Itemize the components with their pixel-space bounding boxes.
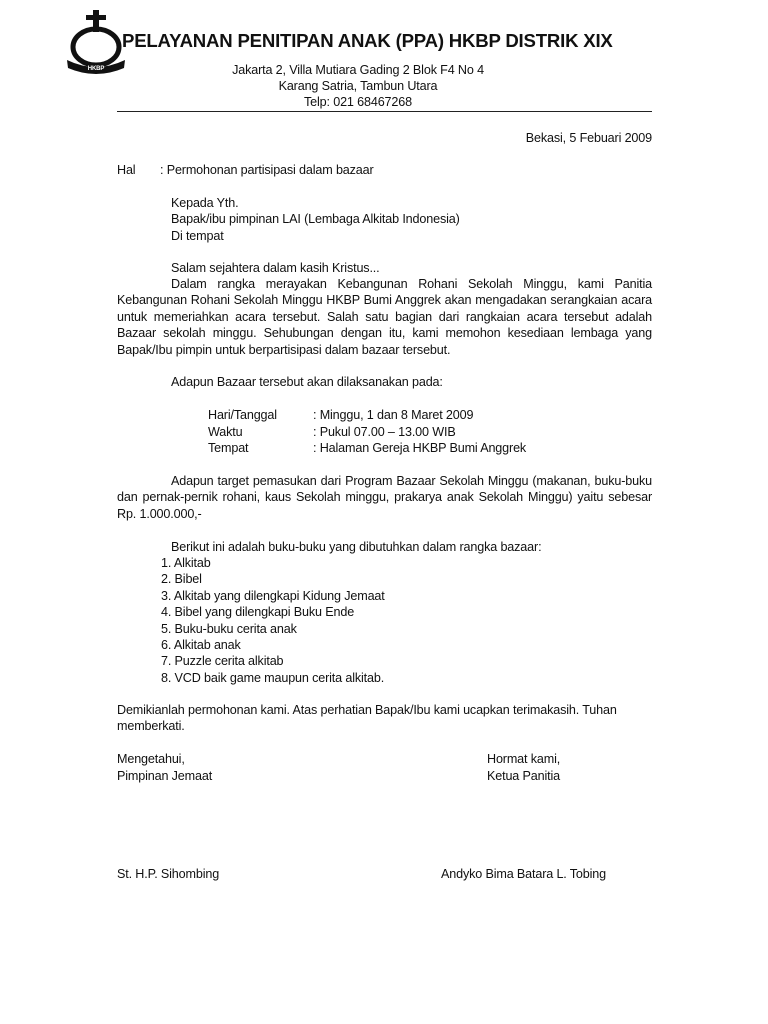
list-item: 5. Buku-buku cerita anak bbox=[161, 621, 297, 636]
paragraph-target-text: Adapun target pemasukan dari Program Bazaar Sekolah Minggu (makanan, buku-buku dan pernak-pernik rohani, kaus Sekolah minggu, prakarya anak Sekolah Minggu) yaitu sebesar Rp. 1.000.000,- bbox=[117, 474, 652, 521]
list-intro: Berikut ini adalah buku-buku yang dibutuhkan dalam rangka bazaar: bbox=[171, 540, 542, 554]
right-signatory-name: Andyko Bima Batara L. Tobing bbox=[441, 867, 606, 881]
schedule-row bbox=[208, 407, 526, 424]
header-divider bbox=[117, 111, 652, 112]
schedule-label: Hari/Tanggal bbox=[208, 408, 277, 422]
schedule-row bbox=[208, 440, 526, 457]
recipient-line: Bapak/ibu pimpinan LAI (Lembaga Alkitab Indonesia) bbox=[171, 212, 460, 226]
list-item: 3. Alkitab yang dilengkapi Kidung Jemaat bbox=[161, 588, 385, 603]
list-item: 8. VCD baik game maupun cerita alkitab. bbox=[161, 670, 385, 685]
right-signature-role: Ketua Panitia bbox=[487, 769, 560, 783]
left-signatory-name: St. H.P. Sihombing bbox=[117, 867, 220, 881]
subject-label: Hal bbox=[117, 163, 136, 177]
paragraph-intro bbox=[117, 276, 652, 358]
subject-value: : Permohonan partisipasi dalam bazaar bbox=[160, 163, 374, 177]
letter-date: Bekasi, 5 Febuari 2009 bbox=[525, 131, 652, 145]
paragraph-intro-text: Dalam rangka merayakan Kebangunan Rohani Sekolah Minggu, kami Panitia Kebangunan Rohani Sekolah Minggu HKBP Bumi Anggrek akan mengadakan serangkaian acara untuk memeriahkan acara tersebut. Salah satu bagian dari rangkaian acara tersebut adalah Bazaar sekolah minggu. Sehubungan dengan itu, kami memohon kesediaan lembaga yang Bapak/Ibu pimpin untuk berpartisipasi dalam bazaar tersebut. bbox=[117, 277, 652, 357]
greeting: Salam sejahtera dalam kasih Kristus... bbox=[171, 261, 380, 275]
list-item: 1. Alkitab bbox=[161, 556, 211, 570]
list-item: 7. Puzzle cerita alkitab bbox=[161, 654, 284, 669]
closing-paragraph: Demikianlah permohonan kami. Atas perhatian Bapak/Ibu kami ucapkan terimakasih. Tuhan memberkati. bbox=[117, 703, 617, 734]
list-item: 2. Bibel bbox=[161, 572, 202, 587]
schedule-value: : Halaman Gereja HKBP Bumi Anggrek bbox=[313, 441, 527, 455]
svg-text:HKBP: HKBP bbox=[87, 66, 105, 72]
phone-line: Telp: 021 68467268 bbox=[304, 95, 412, 109]
list-item: 4. Bibel yang dilengkapi Buku Ende bbox=[161, 605, 355, 620]
left-signature-role: Pimpinan Jemaat bbox=[117, 769, 213, 783]
address-line: Karang Satria, Tambun Utara bbox=[278, 79, 438, 93]
organization-title: PELAYANAN PENITIPAN ANAK (PPA) HKBP DISTRIK XIX bbox=[122, 30, 613, 51]
schedule-row bbox=[208, 424, 526, 441]
left-signature-line1: Mengetahui, bbox=[117, 752, 185, 766]
book-list bbox=[161, 555, 385, 686]
schedule-value: : Pukul 07.00 – 13.00 WIB bbox=[313, 424, 456, 439]
right-signature-line1: Hormat kami, bbox=[487, 752, 561, 766]
schedule-table bbox=[208, 407, 526, 457]
list-item: 6. Alkitab anak bbox=[161, 638, 241, 653]
schedule-label: Waktu bbox=[208, 424, 243, 439]
schedule-label: Tempat bbox=[208, 441, 249, 455]
paragraph-target bbox=[117, 473, 652, 522]
address-line: Jakarta 2, Villa Mutiara Gading 2 Blok F4 No 4 bbox=[232, 63, 484, 77]
schedule-intro: Adapun Bazaar tersebut akan dilaksanakan pada: bbox=[171, 375, 443, 389]
recipient-line: Kepada Yth. bbox=[171, 196, 239, 210]
schedule-value: : Minggu, 1 dan 8 Maret 2009 bbox=[313, 408, 474, 422]
recipient-line: Di tempat bbox=[171, 229, 224, 243]
